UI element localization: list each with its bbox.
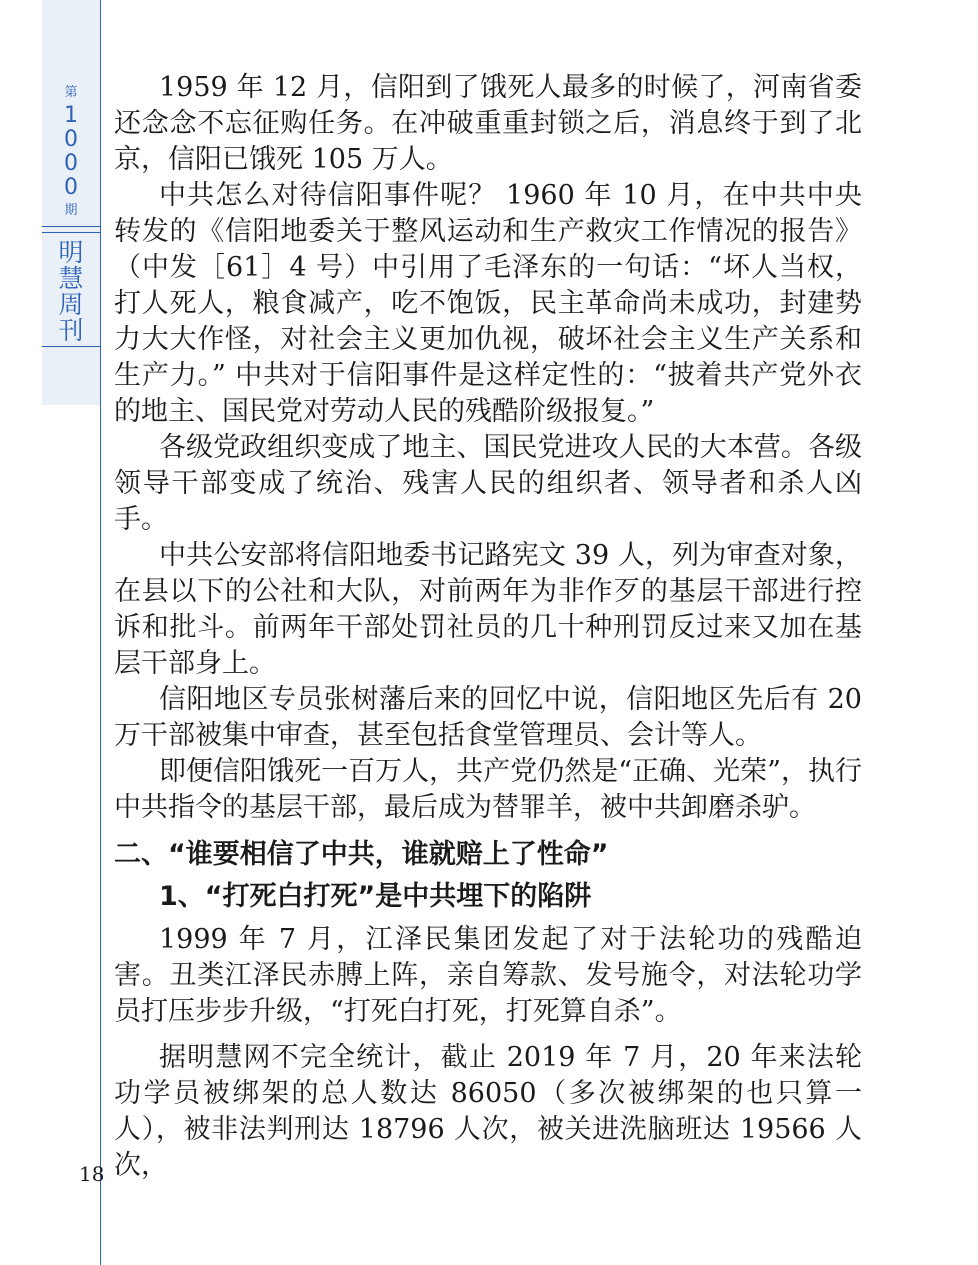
- magazine-char: 刊: [58, 316, 84, 345]
- magazine-char: 慧: [58, 264, 84, 293]
- sidebar-rule: [100, 0, 101, 1265]
- magazine-char: 周: [58, 290, 84, 319]
- paragraph: 1999 年 7 月，江泽民集团发起了对于法轮功的残酷迫害。丑类江泽民赤膊上阵，亲自筹款、发号施令，对法轮功学员打压步步升级，“打死白打死，打死算自杀”。: [114, 924, 862, 1027]
- paragraph: 1959 年 12 月，信阳到了饿死人最多的时候了，河南省委还念念不忘征购任务。在冲破重重封锁之后，消息终于到了北京，信阳已饿死 105 万人。: [114, 72, 862, 175]
- issue-digit: 0: [64, 175, 78, 200]
- paragraph: 中共怎么对待信阳事件呢？ 1960 年 10 月，在中共中央转发的《信阳地委关于整风运动和生产救灾工作情况的报告》（中发［61］4 号）中引用了毛泽东的一句话：“坏人当权，打人死人，粮食减产，吃不饱饭，民主革命尚未成功，封建势力大大作怪，对社会主义更加仇视，破坏社会主义生产关系和生产力。” 中共对于信阳事件是这样定性的：“披着共产党外衣的地主、国民党对劳动人民的残酷阶级报复。”: [114, 180, 862, 427]
- paragraph: 信阳地区专员张树藩后来的回忆中说，信阳地区先后有 20 万干部被集中审查，甚至包括食堂管理员、会计等人。: [114, 684, 862, 751]
- issue-number: [42, 84, 100, 220]
- issue-prefix: 第: [64, 85, 78, 100]
- issue-digits: [42, 104, 100, 200]
- paragraph: 据明慧网不完全统计，截止 2019 年 7 月，20 年来法轮功学员被绑架的总人数达 86050（多次被绑架的也只算一人），被非法判刑达 18796 人次，被关进洗脑班达 19566 人次，: [114, 1042, 862, 1181]
- issue-suffix: 期: [64, 203, 78, 218]
- magazine-char: 明: [58, 238, 84, 267]
- article-body: [114, 70, 862, 1184]
- sidebar-divider-bottom: [42, 346, 100, 347]
- issue-digit: 1: [64, 103, 78, 128]
- paragraph: 中共公安部将信阳地委书记路宪文 39 人，列为审查对象，在县以下的公社和大队，对前两年为非作歹的基层干部进行控诉和批斗。前两年干部处罚社员的几十种刑罚反过来又加在基层干部身上。: [114, 540, 862, 679]
- section-heading: 二、“谁要相信了中共，谁就赔上了性命”: [114, 839, 609, 870]
- paragraph: 各级党政组织变成了地主、国民党进攻人民的大本营。各级领导干部变成了统治、残害人民的组织者、领导者和杀人凶手。: [114, 432, 862, 535]
- magazine-title: [42, 240, 100, 344]
- subsection-heading: 1、“打死白打死”是中共埋下的陷阱: [159, 881, 592, 912]
- sidebar-divider-top: [42, 226, 100, 227]
- paragraph: 即便信阳饿死一百万人，共产党仍然是“正确、光荣”，执行中共指令的基层干部，最后成为替罪羊，被中共卸磨杀驴。: [114, 756, 862, 823]
- issue-digit: 0: [64, 151, 78, 176]
- issue-digit: 0: [64, 127, 78, 152]
- page-number: 18: [79, 1162, 105, 1186]
- sidebar-divider-top-2: [42, 232, 100, 233]
